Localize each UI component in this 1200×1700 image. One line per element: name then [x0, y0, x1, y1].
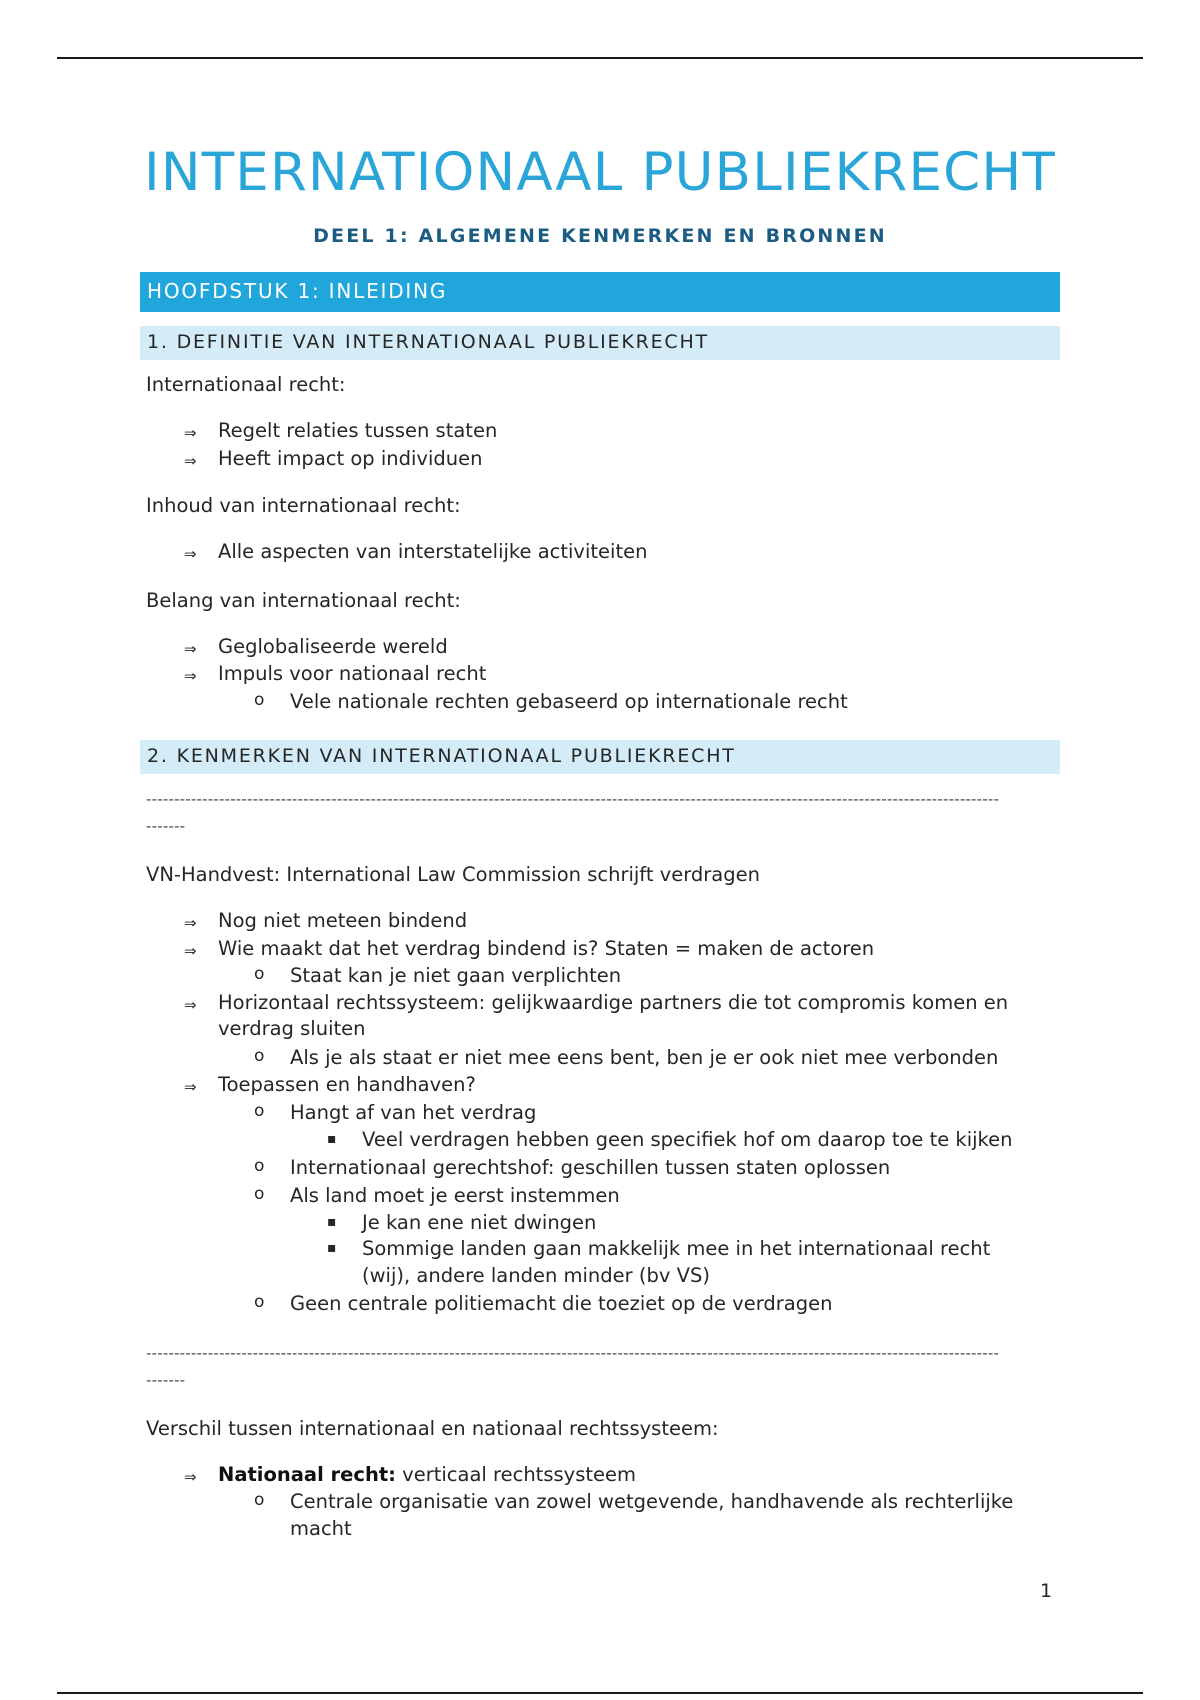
list-item: Als je als staat er niet mee eens bent, ben je er ook niet mee verbonden: [290, 1046, 999, 1069]
page-number: 1: [1040, 1580, 1053, 1602]
list-item: Als land moet je eerst instemmen: [290, 1184, 620, 1207]
list-item-continuation: verdrag sluiten: [218, 1017, 366, 1040]
paragraph: Verschil tussen internationaal en nationaal rechtssysteem:: [146, 1417, 719, 1440]
list-item: Veel verdragen hebben geen specifiek hof om daarop toe te kijken: [362, 1128, 1013, 1151]
circle-bullet-icon: o: [254, 1292, 265, 1312]
arrow-bullet-icon: ⇒: [184, 667, 197, 685]
circle-bullet-icon: o: [254, 1046, 265, 1066]
list-item: Geglobaliseerde wereld: [218, 635, 448, 658]
arrow-bullet-icon: ⇒: [184, 914, 197, 932]
arrow-bullet-icon: ⇒: [184, 640, 197, 658]
list-item: Geen centrale politiemacht die toeziet op de verdragen: [290, 1292, 833, 1315]
separator-line: -------: [146, 1371, 186, 1389]
paragraph: Belang van internationaal recht:: [146, 589, 461, 612]
term-description: verticaal rechtssysteem: [395, 1463, 636, 1486]
square-bullet-icon: ▪: [327, 1214, 337, 1230]
list-item: [218, 1463, 636, 1486]
square-bullet-icon: ▪: [327, 1131, 337, 1147]
square-bullet-icon: ▪: [327, 1240, 337, 1256]
list-item: Toepassen en handhaven?: [218, 1073, 476, 1096]
separator-line: --------------------------------------------------------------------------------------------------------------------------------------------------------: [146, 790, 1000, 808]
arrow-bullet-icon: ⇒: [184, 545, 197, 563]
header-rule: [57, 57, 1143, 59]
list-item: Impuls voor nationaal recht: [218, 662, 487, 685]
paragraph: Inhoud van internationaal recht:: [146, 494, 461, 517]
list-item: Staat kan je niet gaan verplichten: [290, 964, 622, 987]
list-item: Regelt relaties tussen staten: [218, 419, 498, 442]
separator-line: -------: [146, 817, 186, 835]
list-item: Heeft impact op individuen: [218, 447, 483, 470]
list-item: Nog niet meteen bindend: [218, 909, 468, 932]
circle-bullet-icon: o: [254, 690, 265, 710]
section-heading-2: 2. KENMERKEN VAN INTERNATIONAAL PUBLIEKRECHT: [140, 740, 1060, 774]
list-item: Alle aspecten van interstatelijke activiteiten: [218, 540, 648, 563]
list-item: Sommige landen gaan makkelijk mee in het internationaal recht: [362, 1237, 991, 1260]
circle-bullet-icon: o: [254, 1101, 265, 1121]
arrow-bullet-icon: ⇒: [184, 1078, 197, 1096]
list-item: Wie maakt dat het verdrag bindend is? Staten = maken de actoren: [218, 937, 875, 960]
separator-line: --------------------------------------------------------------------------------------------------------------------------------------------------------: [146, 1344, 1000, 1362]
footer-rule: [57, 1692, 1143, 1694]
circle-bullet-icon: o: [254, 1184, 265, 1204]
list-item: Horizontaal rechtssysteem: gelijkwaardige partners die tot compromis komen en: [218, 991, 1009, 1014]
paragraph: Internationaal recht:: [146, 373, 346, 396]
section-heading-1: 1. DEFINITIE VAN INTERNATIONAAL PUBLIEKRECHT: [140, 326, 1060, 360]
arrow-bullet-icon: ⇒: [184, 942, 197, 960]
circle-bullet-icon: o: [254, 1490, 265, 1510]
list-item: Vele nationale rechten gebaseerd op internationale recht: [290, 690, 848, 713]
list-item: Je kan ene niet dwingen: [362, 1211, 597, 1234]
arrow-bullet-icon: ⇒: [184, 424, 197, 442]
document-title: INTERNATIONAAL PUBLIEKRECHT: [144, 142, 1056, 203]
part-subtitle: DEEL 1: ALGEMENE KENMERKEN EN BRONNEN: [313, 225, 887, 247]
circle-bullet-icon: o: [254, 1156, 265, 1176]
bold-term: Nationaal recht:: [218, 1463, 396, 1486]
list-item-continuation: macht: [290, 1517, 352, 1540]
arrow-bullet-icon: ⇒: [184, 996, 197, 1014]
circle-bullet-icon: o: [254, 964, 265, 984]
list-item: Hangt af van het verdrag: [290, 1101, 537, 1124]
arrow-bullet-icon: ⇒: [184, 452, 197, 470]
list-item-continuation: (wij), andere landen minder (bv VS): [362, 1264, 710, 1287]
list-item: Centrale organisatie van zowel wetgevende, handhavende als rechterlijke: [290, 1490, 1014, 1513]
chapter-heading: HOOFDSTUK 1: INLEIDING: [140, 272, 1060, 312]
paragraph: VN-Handvest: International Law Commission schrijft verdragen: [146, 863, 760, 886]
list-item: Internationaal gerechtshof: geschillen tussen staten oplossen: [290, 1156, 891, 1179]
arrow-bullet-icon: ⇒: [184, 1468, 197, 1486]
